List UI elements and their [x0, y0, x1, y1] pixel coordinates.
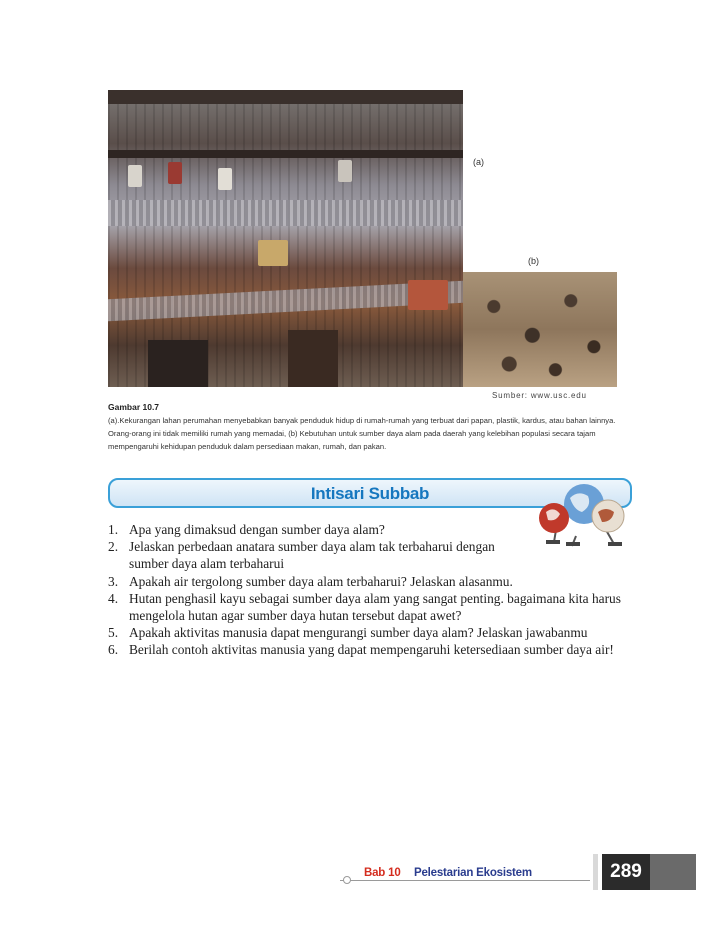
question-number: 4. — [108, 590, 119, 606]
photo-b-label: (b) — [528, 256, 539, 266]
figure-caption — [108, 401, 628, 453]
question-list — [108, 521, 642, 659]
question-text: Jelaskan perbedaan anatara sumber daya alam tak terbaharui dengan sumber daya alam terbaharui — [129, 539, 495, 572]
question-text: Apakah air tergolong sumber daya alam terbaharui? Jelaskan alasanmu. — [129, 573, 513, 589]
list-item — [108, 590, 642, 624]
footer-chapter-title: Pelestarian Ekosistem — [414, 867, 532, 879]
question-number: 6. — [108, 642, 119, 658]
question-number: 5. — [108, 625, 119, 641]
subbab-title: Intisari Subbab — [310, 484, 430, 503]
question-number: 1. — [108, 522, 119, 537]
list-item — [108, 624, 642, 641]
figure-title: Gambar 10.7 — [108, 402, 160, 412]
list-item — [108, 521, 642, 538]
crowd-photo — [463, 272, 617, 387]
question-number: 3. — [108, 573, 119, 589]
figure-caption-text: (a).Kekurangan lahan perumahan menyebabkan banyak penduduk hidup di rumah-rumah yang terbuat dari papan, plastik, kardus, atau bahan lainnya. Orang-orang ini tidak memiliki rumah yang memadai, (b) Kebutuhan untuk sumber daya alam pada daerah yang kelebihan populasi secara tajam mempengaruhi kehidupan penduduk dalam persediaan makan, rumah, dan pakan. — [108, 416, 616, 451]
slum-housing-photo — [108, 90, 463, 387]
page-number-box — [593, 854, 696, 890]
list-item — [108, 538, 642, 572]
photo-a-label: (a) — [473, 157, 484, 167]
list-item — [108, 641, 642, 658]
question-text: Berilah contoh aktivitas manusia yang dapat mempengaruhi ketersediaan sumber daya air! — [129, 642, 614, 658]
question-number: 2. — [108, 539, 119, 555]
footer-rule — [340, 880, 590, 881]
footer-dot — [343, 876, 351, 884]
question-text: Apakah aktivitas manusia dapat mengurangi sumber daya alam? Jelaskan jawabanmu — [129, 625, 588, 641]
page-number: 289 — [602, 854, 650, 890]
figure-source: Sumber: www.usc.edu — [492, 391, 587, 400]
list-item — [108, 573, 642, 590]
question-text: Hutan penghasil kayu sebagai sumber daya alam yang sangat penting. bagaimana kita harus mengelola hutan agar sumber daya hutan tersebut dapat awet? — [129, 590, 621, 624]
footer-chapter: Bab 10 — [364, 867, 401, 879]
question-text: Apa yang dimaksud dengan sumber daya alam? — [129, 522, 385, 537]
